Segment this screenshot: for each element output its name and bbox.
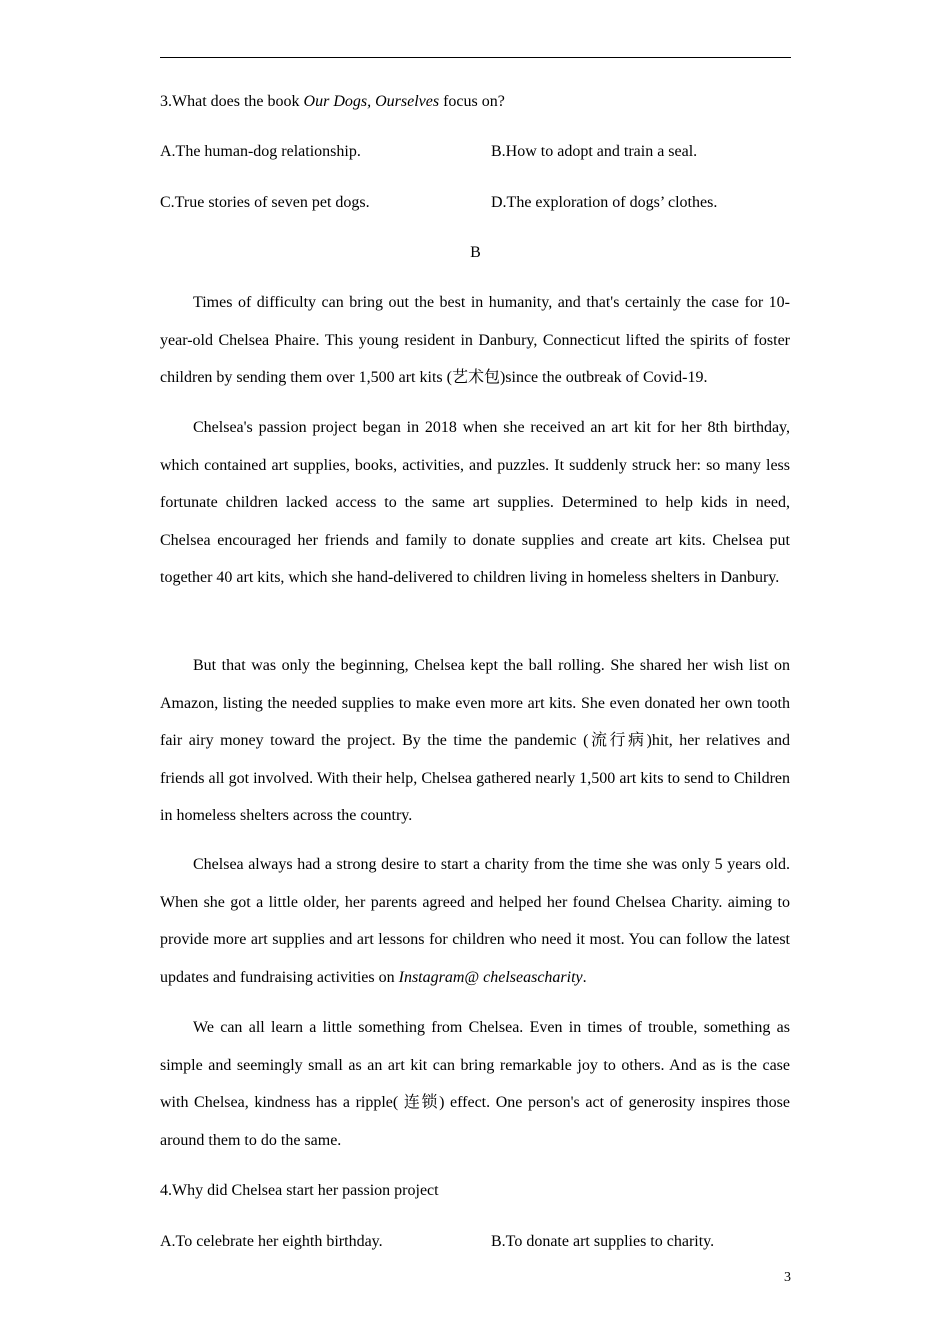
passage-paragraph-5: We can all learn a little something from Chelsea. Even in times of trouble, something as simple and seemingly small as an art kit can bring remarkable joy to others. And as is the case with Chelsea, kindness has a ripple( 连锁) effect. One person's act of generosity inspires those around them to do the same. [160, 1019, 790, 1149]
instagram-handle: Instagram@ chelseascharity [398, 968, 583, 986]
page-number: 3 [784, 1270, 791, 1285]
passage-paragraph-1: Times of difficulty can bring out the best in humanity, and that's certainly the case for 10-year-old Chelsea Phaire. This young resident in Danbury, Connecticut lifted the spirits of foster children by sending them over 1,500 art kits (艺术包)since the outbreak of Covid-19. [160, 294, 790, 386]
question-4-option-b: B.To donate art supplies to charity. [491, 1233, 715, 1250]
section-label: B [470, 244, 481, 261]
book-title: Our Dogs, Ourselves [303, 93, 440, 110]
question-4-stem: 4.Why did Chelsea start her passion project [160, 1182, 439, 1199]
header-rule [160, 57, 791, 58]
question-3-option-d: D.The exploration of dogs’ clothes. [491, 194, 718, 211]
passage-paragraph-4: Chelsea always had a strong desire to start a charity from the time she was only 5 years old. When she got a little older, her parents agreed and helped her found Chelsea Charity. aiming to provide more art supplies and art lessons for children who need it most. You can follow the latest updates and fundraising activities on Instagram@ chelseascharity. [160, 856, 790, 986]
question-3-stem: 3.What does the book Our Dogs, Ourselves focus on? [160, 93, 505, 110]
passage-paragraph-2: Chelsea's passion project began in 2018 when she received an art kit for her 8th birthday, which contained art supplies, books, activities, and puzzles. It suddenly struck her: so many less fortunate children lacked access to the same art supplies. Determined to help kids in need, Chelsea encouraged her friends and family to donate supplies and create art kits. Chelsea put together 40 art kits, which she hand-delivered to children living in homeless shelters in Danbury. [160, 419, 790, 586]
passage-paragraph-3: But that was only the beginning, Chelsea kept the ball rolling. She shared her wish list on Amazon, listing the needed supplies to make even more art kits. She even donated her own tooth fair airy money toward the project. By the time the pandemic (流行病)hit, her relatives and friends all got involved. With their help, Chelsea gathered nearly 1,500 art kits to send to Children in homeless shelters across the country. [160, 657, 790, 824]
question-3-option-c: C.True stories of seven pet dogs. [160, 194, 370, 211]
question-4-option-a: A.To celebrate her eighth birthday. [160, 1233, 383, 1250]
question-3-option-b: B.How to adopt and train a seal. [491, 143, 698, 160]
question-3-option-a: A.The human-dog relationship. [160, 143, 361, 160]
